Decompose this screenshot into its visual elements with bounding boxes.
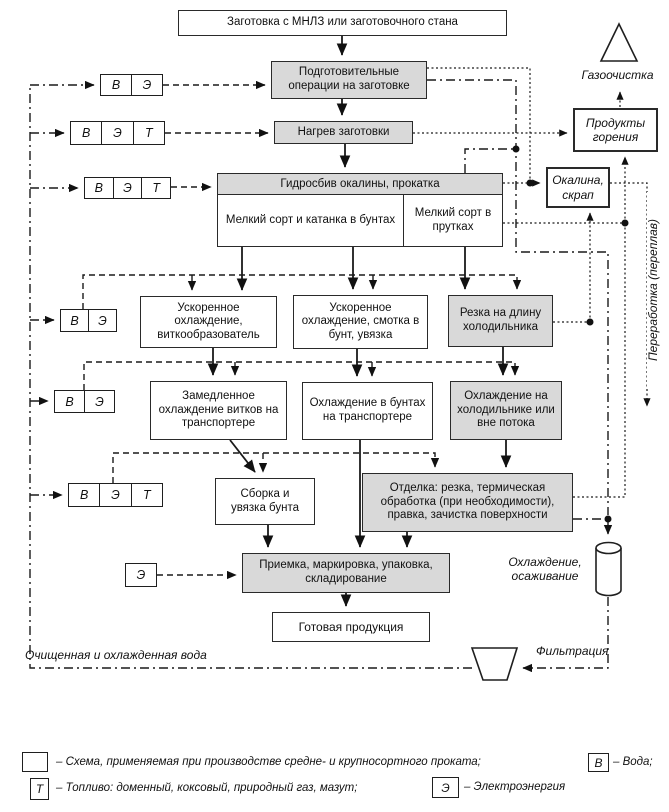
electricity-cell: Э (142, 78, 152, 92)
legend-fuel-key: Т (30, 778, 49, 800)
box-finishing: Отделка: резка, термическая обработка (при необходимости), правка, зачистка поверхности (362, 473, 573, 532)
legend-water-text: – Вода; (613, 756, 653, 768)
box-coil-bundling: Сборка и увязка бунта (215, 478, 315, 525)
resource-box-water-electricity-fuel-3 (68, 483, 163, 507)
label-cooling-settling: Охлаждение, осаживание (508, 555, 582, 583)
box-small-section-coils: Мелкий сорт и катанка в бунтах (218, 195, 404, 246)
resource-box-water-electricity-1 (100, 74, 163, 96)
gas-cleaning-triangle-icon (601, 24, 637, 61)
box-combustion-products: Продукты горения (573, 108, 658, 152)
fuel-cell: Т (143, 488, 151, 502)
label-purified-cooled-water: Очищенная и охлажденная вода (25, 648, 207, 662)
box-prep-operations: Подготовительные операции на заготовке (271, 61, 427, 99)
mill-products-row (218, 195, 502, 246)
resource-box-water-electricity-fuel-2 (84, 177, 171, 199)
box-descaling-rolling-header: Гидросбив окалины, прокатка (218, 174, 502, 195)
box-slow-cooling-loops: Замедленное охлаждение витков на транспортере (150, 381, 287, 440)
electricity-cell: Э (95, 394, 104, 409)
box-scale-scrap: Окалина, скрап (546, 167, 610, 208)
water-cell: В (101, 75, 132, 95)
water-cell: В (85, 178, 114, 198)
water-cell: В (69, 484, 100, 506)
settling-tank-cylinder-icon (596, 543, 621, 596)
water-cell: В (71, 122, 102, 144)
label-filtration: Фильтрация (536, 644, 609, 658)
box-cut-to-cooling-bed-length: Резка на длину холодильника (448, 295, 553, 347)
fuel-cell: Т (152, 181, 160, 195)
legend-fuel-text: – Топливо: доменный, коксовый, природный газ, мазут; (56, 782, 358, 794)
legend-shaded-swatch (22, 752, 48, 772)
electricity-cell: Э (102, 122, 133, 144)
legend-water-key: В (588, 753, 609, 772)
legend-electricity-text: – Электроэнергия (464, 781, 566, 793)
electricity-cell: Э (136, 568, 146, 582)
label-reprocessing-remelt: Переработка (переплав) (647, 192, 663, 388)
water-cell: В (61, 310, 89, 331)
box-fast-cooling-loop-layer: Ускоренное охлаждение, виткообразователь (140, 296, 277, 348)
box-cooling-in-coils: Охлаждение в бунтах на транспортере (302, 382, 433, 440)
electricity-cell: Э (114, 178, 143, 198)
box-heating: Нагрев заготовки (274, 121, 413, 144)
box-acceptance-packing: Приемка, маркировка, упаковка, складирование (242, 553, 450, 593)
electricity-cell: Э (98, 313, 107, 328)
electricity-cell: Э (100, 484, 131, 506)
water-cell: В (55, 391, 85, 412)
fuel-cell: Т (145, 126, 153, 140)
resource-box-electricity (125, 563, 157, 587)
box-small-section-bars: Мелкий сорт в прутках (414, 206, 492, 233)
label-gas-cleaning: Газоочистка (581, 68, 654, 82)
legend-scheme-text: – Схема, применяемая при производстве средне- и крупносортного проката; (56, 756, 481, 768)
box-fast-cooling-coiling: Ускоренное охлаждение, смотка в бунт, увязка (293, 295, 428, 349)
resource-box-water-electricity-2 (60, 309, 117, 332)
box-cooling-bed: Охлаждение на холодильнике или вне потока (450, 381, 562, 440)
resource-box-water-electricity-3 (54, 390, 115, 413)
resource-box-water-electricity-fuel-1 (70, 121, 165, 145)
filtration-funnel-icon (472, 648, 517, 680)
box-descaling-rolling (217, 173, 503, 247)
legend-electricity-key: Э (432, 777, 459, 798)
box-stock: Заготовка с МНЛЗ или заготовочного стана (178, 10, 507, 36)
box-finished-product: Готовая продукция (272, 612, 430, 642)
